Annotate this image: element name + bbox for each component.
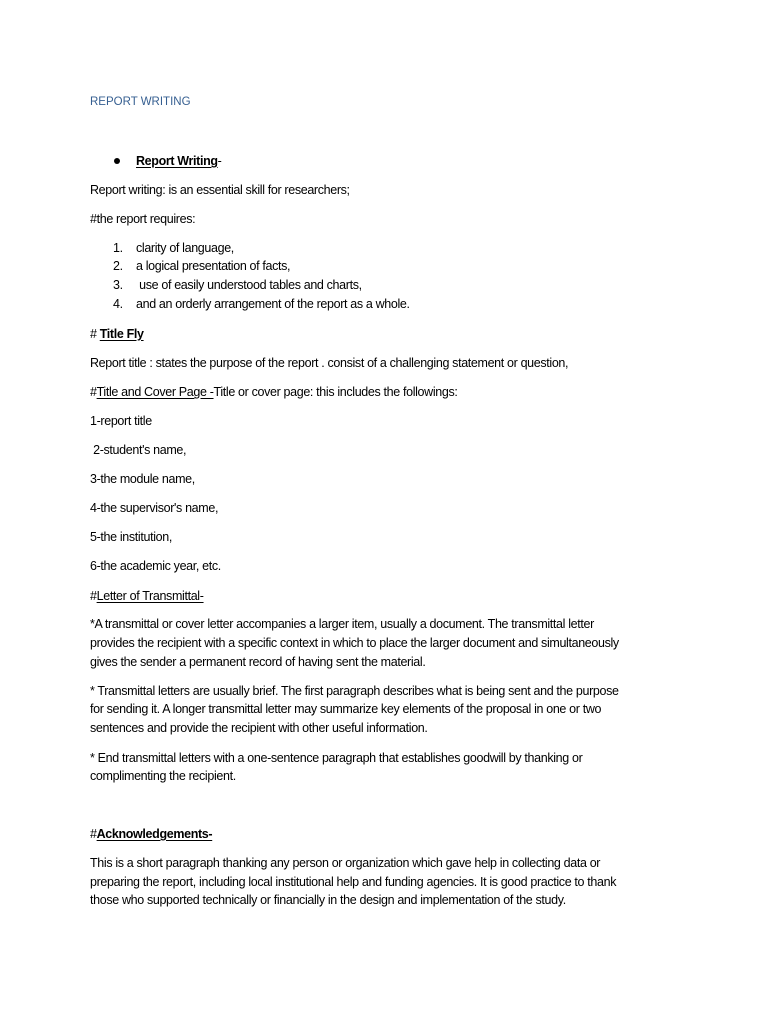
report-writing-line bbox=[136, 153, 222, 169]
cover-page-text: Title or cover page: this includes the followings: bbox=[213, 385, 458, 399]
list-number: 3. bbox=[113, 278, 123, 292]
paragraph-line: for sending it. A longer transmittal letter may summarize key elements of the proposal in one or two bbox=[90, 702, 602, 716]
list-number: 1. bbox=[113, 241, 123, 255]
intro-text: Report writing: is an essential skill for researchers; bbox=[90, 183, 350, 197]
requires-label: #the report requires: bbox=[90, 212, 196, 226]
paragraph-line: * Transmittal letters are usually brief. The first paragraph describes what is being sent and the purpose bbox=[90, 684, 619, 698]
cover-page-prefix: # bbox=[90, 385, 97, 399]
paragraph-line: sentences and provide the recipient with other useful information. bbox=[90, 721, 428, 735]
title-fly-heading bbox=[90, 326, 144, 342]
report-writing-suffix: - bbox=[217, 154, 222, 168]
document-heading: REPORT WRITING bbox=[90, 96, 191, 108]
paragraph-line: complimenting the recipient. bbox=[90, 769, 236, 783]
paragraph-line: provides the recipient with a specific context in which to place the larger document and simultaneously bbox=[90, 636, 619, 650]
acknowledgements-prefix: # bbox=[90, 827, 97, 841]
transmittal-heading bbox=[90, 588, 204, 604]
paragraph-line: This is a short paragraph thanking any person or organization which gave help in collecting data or bbox=[90, 856, 601, 870]
list-item: use of easily understood tables and charts, bbox=[136, 278, 362, 292]
report-writing-title: Report Writing bbox=[136, 154, 218, 168]
paragraph-line: preparing the report, including local institutional help and funding agencies. It is good practice to thank bbox=[90, 875, 617, 889]
cover-page-heading bbox=[90, 384, 458, 400]
title-fly-prefix: # bbox=[90, 327, 100, 341]
cover-item: 4-the supervisor's name, bbox=[90, 501, 219, 515]
list-item: and an orderly arrangement of the report as a whole. bbox=[136, 297, 410, 311]
list-number: 2. bbox=[113, 259, 123, 273]
cover-page-label: Title and Cover Page - bbox=[96, 385, 214, 399]
cover-item: 1-report title bbox=[90, 414, 152, 428]
list-number: 4. bbox=[113, 297, 123, 311]
list-item: a logical presentation of facts, bbox=[136, 259, 291, 273]
cover-item: 3-the module name, bbox=[90, 472, 195, 486]
paragraph-line: * End transmittal letters with a one-sentence paragraph that establishes goodwill by thanking or bbox=[90, 751, 583, 765]
list-item: clarity of language, bbox=[136, 241, 234, 255]
cover-item: 6-the academic year, etc. bbox=[90, 559, 221, 573]
paragraph-line: gives the sender a permanent record of having sent the material. bbox=[90, 655, 426, 669]
acknowledgements-label: Acknowledgements- bbox=[96, 827, 213, 841]
transmittal-prefix: # bbox=[90, 589, 97, 603]
acknowledgements-heading bbox=[90, 826, 212, 842]
paragraph-line: those who supported technically or financially in the design and implementation of the study. bbox=[90, 893, 566, 907]
report-title-text: Report title : states the purpose of the report . consist of a challenging statement or question, bbox=[90, 356, 569, 370]
cover-item: 2-student's name, bbox=[90, 443, 187, 457]
title-fly-label: Title Fly bbox=[99, 327, 144, 341]
paragraph-line: *A transmittal or cover letter accompanies a larger item, usually a document. The transmittal letter bbox=[90, 617, 594, 631]
transmittal-label: Letter of Transmittal- bbox=[96, 589, 204, 603]
bullet-dot-icon bbox=[114, 158, 120, 164]
cover-item: 5-the institution, bbox=[90, 530, 172, 544]
